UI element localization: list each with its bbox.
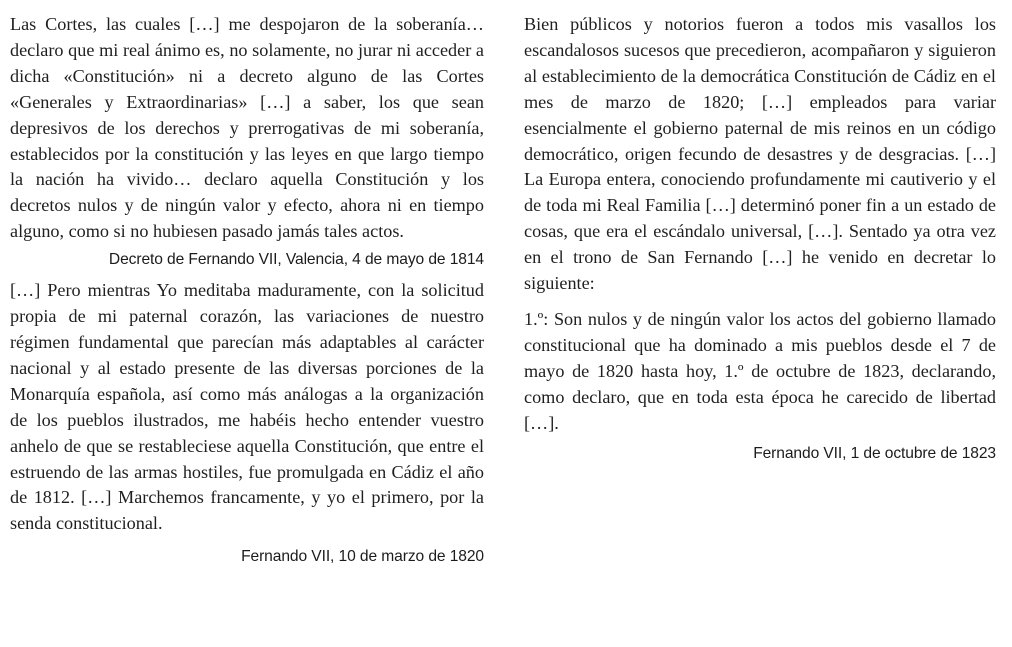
quote-1820: […] Pero mientras Yo meditaba maduramente, con la solicitud propia de mi paternal corazón, las variaciones de nuestro régimen fundamental que parecían más adaptables al carácter nacional y al estado presente de las diversas porciones de la Monarquía española, así como más análogas a la organización de los pueblos ilustrados, me habéis hecho entender vuestro anhelo de que se restableciese aquella Constitución, que entre el estruendo de las armas hostiles, fue promulgada en Cádiz el año de 1812. […] Marchemos francamente, y yo el primero, por la senda constitucional. bbox=[10, 280, 484, 534]
source-citation-1823: Fernando VII, 1 de octubre de 1823 bbox=[753, 444, 996, 462]
left-column bbox=[10, 12, 484, 566]
quote-1823-preamble: Bien públicos y notorios fueron a todos mis vasallos los escandalosos sucesos que precedieron, acompañaron y siguieron al establecimiento de la democrática Constitución de Cádiz en el mes de marzo de 1820; […] empleados para variar esencialmente el gobierno paternal de mis reinos en un código democrático, origen fecundo de desastres y de desgracias. […] La Europa entera, conociendo profundamente mi cautiverio y el de toda mi Real Familia […] determinó poner fin a un estado de cosas, que era el escándalo universal, […]. Sentado ya otra vez en el trono de San Fernando […] he venido en decretar lo siguiente: bbox=[524, 14, 996, 294]
quote-decree-1814: Las Cortes, las cuales […] me despojaron de la soberanía… declaro que mi real ánimo es, no solamente, no jurar ni acceder a dicha «Constitución» ni a decreto alguno de las Cortes «Generales y Extraordinarias» […] a saber, los que sean depresivos de los derechos y prerrogativas de mi soberanía, establecidos por la constitución y las leyes en que largo tiempo la nación ha vivido… declaro aquella Constitución y los decretos nulos y de ningún valor y efecto, ahora ni en tiempo alguno, como si no hubiesen pasado jamás tales actos. bbox=[10, 14, 484, 242]
source-citation-1820: Fernando VII, 10 de marzo de 1820 bbox=[241, 548, 484, 566]
source-citation-1814: Decreto de Fernando VII, Valencia, 4 de mayo de 1814 bbox=[108, 251, 484, 269]
quote-1823-article-1: 1.º: Son nulos y de ningún valor los actos del gobierno llamado constitucional que ha dominado a mis pueblos desde el 7 de mayo de 1820 hasta hoy, 1.º de octubre de 1823, declarando, como declaro, que en toda esta época he carecido de libertad […]. bbox=[524, 308, 996, 433]
right-column bbox=[524, 12, 996, 463]
